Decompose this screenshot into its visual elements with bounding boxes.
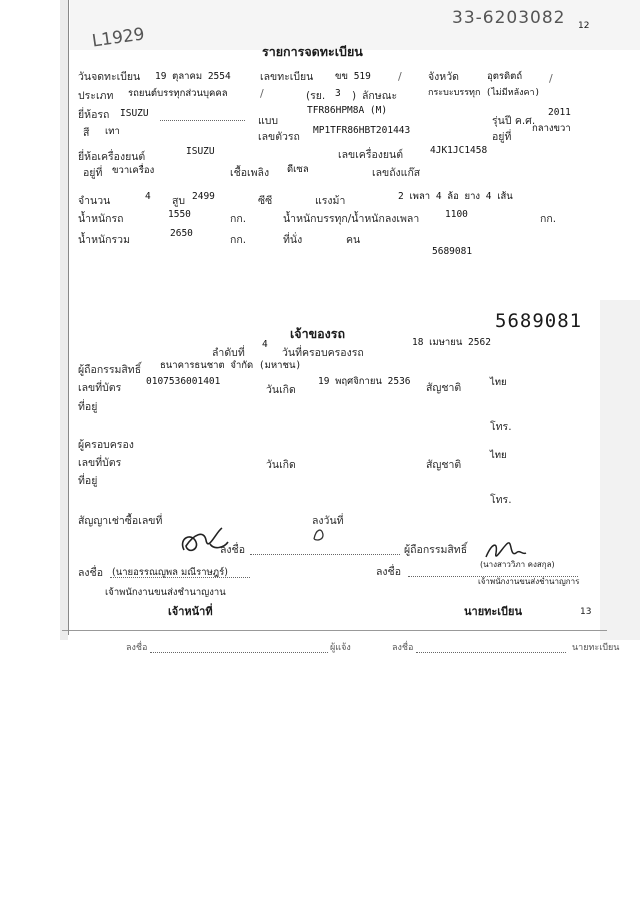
weight-label: น้ำหนักรถ (78, 213, 124, 225)
weight-value: 1550 (168, 209, 191, 220)
seats-label: ที่นั่ง (283, 234, 303, 246)
color-value: เทา (105, 126, 120, 137)
nationality2-value: ไทย (490, 450, 507, 461)
birth-label: วันเกิด (266, 384, 296, 396)
total-label: น้ำหนักรวม (78, 234, 130, 246)
footer-dots-2 (416, 652, 566, 653)
kg-label-1: กก. (230, 213, 247, 225)
phone-label: โทร. (490, 421, 512, 433)
sign-label-left: ลงชื่อ (78, 567, 103, 579)
hp-label: แรงม้า (315, 195, 346, 207)
nature-label: ลักษณะ (362, 90, 398, 102)
engine-brand-value: ISUZU (186, 146, 215, 157)
owner-section-title: เจ้าของรถ (290, 326, 346, 341)
type-label: ประเภท (78, 90, 114, 102)
persons-label: คน (346, 234, 361, 246)
model-value: TFR86HPM8A (M) (307, 105, 388, 116)
nationality2-label: สัญชาติ (426, 459, 462, 471)
code-prefix: (รย. (306, 90, 326, 102)
plate-value: ขข 519 (335, 71, 371, 82)
page-bottom-edge (62, 630, 607, 631)
cyl-label: สูบ (172, 195, 186, 207)
color-label: สี (83, 127, 90, 139)
official-name: (นายอรรณญูพล มณีราษฎร์) (112, 567, 228, 578)
big-doc-number: 5689081 (495, 310, 583, 332)
fuel-label: เชื้อเพลิง (230, 167, 270, 179)
document-title: รายการจดทะเบียน (262, 44, 363, 59)
footer-sign-label-1: ลงชื่อ (126, 643, 148, 653)
phone2-label: โทร. (490, 494, 512, 506)
engine-no-value: 4JK1JC1458 (430, 145, 488, 156)
registrar-position: เจ้าพนักงานขนส่งชำนาญการ (478, 577, 580, 586)
registrar-title: นายทะเบียน (464, 605, 523, 618)
footer-sign-label-2: ลงชื่อ (392, 643, 414, 653)
address2-label: ที่อยู่ (78, 475, 98, 487)
engine-loc-label: อยู่ที่ (83, 167, 103, 179)
sign-label-top-left: ลงชื่อ (220, 544, 245, 556)
sign-label-right: ลงชื่อ (376, 566, 401, 578)
chassis-value: MP1TFR86HBT201443 (313, 125, 411, 136)
nature-value: กระบะบรรทุก (ไม่มีหลังคา) (428, 88, 540, 98)
chassis-label: เลขตัวรถ (258, 131, 300, 143)
page-number-top: 12 (578, 21, 590, 31)
id2-label: เลขที่บัตร (78, 457, 122, 469)
year-value: 2011 (548, 107, 571, 118)
plate-label: เลขทะเบียน (260, 71, 314, 83)
scan-shadow-left (60, 0, 68, 640)
footer-registrar-label: นายทะเบียน (572, 643, 620, 653)
address-label: ที่อยู่ (78, 401, 98, 413)
nationality-label: สัญชาติ (426, 382, 462, 394)
possession-date: 18 เมษายน 2562 (412, 337, 491, 348)
code-suffix: ) (352, 90, 357, 102)
load-label: น้ำหนักบรรทุก/น้ำหนักลงเพลา (283, 213, 420, 225)
left-edge-line (68, 0, 69, 635)
year-label: รุ่นปี ค.ศ. (492, 115, 536, 127)
pen-mark-icon (308, 525, 330, 543)
axles-value: 2 เพลา 4 ล้อ ยาง 4 เส้น (398, 191, 513, 202)
id-label: เลขที่บัตร (78, 382, 122, 394)
brand-value: ISUZU (120, 108, 149, 119)
reg-date-label: วันจดทะเบียน (78, 71, 141, 83)
sign-dots-top-left (250, 554, 400, 555)
order-label: ลำดับที่ (212, 347, 245, 359)
id-value: 0107536001401 (146, 376, 221, 387)
code-value: 3 (335, 88, 341, 99)
province-label: จังหวัด (428, 71, 459, 83)
engine-no-label: เลขเครื่องยนต์ (338, 149, 404, 161)
holder-label: ผู้ถือกรรมสิทธิ์ (78, 364, 142, 376)
cc-label: ซีซี (258, 195, 273, 207)
cc-value: 2499 (192, 191, 215, 202)
scan-shadow-right (600, 300, 640, 640)
tick-mark-2: / (549, 72, 553, 85)
registrar-name: (นางสาววิภา คงสกุล) (480, 560, 555, 569)
fuel-value: ดีเซล (287, 164, 309, 175)
nationality-value: ไทย (490, 377, 507, 388)
official-position: เจ้าพนักงานขนส่งชำนาญงาน (105, 587, 226, 598)
tick-mark-3: / (260, 87, 264, 100)
handwritten-top-right: 33-6203082 (452, 8, 566, 28)
gas-tank-label: เลขถังแก๊ส (372, 167, 421, 179)
engine-brand-label: ยี่ห้อเครื่องยนต์ (78, 151, 146, 163)
contract-label: สัญญาเช่าซื้อเลขที่ (78, 515, 163, 527)
location-value: กลางขวา (532, 123, 571, 134)
brand-dots (160, 120, 245, 121)
reg-date-value: 19 ตุลาคม 2554 (155, 71, 231, 82)
birth2-label: วันเกิด (266, 459, 296, 471)
qty-label: จำนวน (78, 195, 111, 207)
page-number-bottom: 13 (580, 607, 592, 617)
holder-sign-label: ผู้ถือกรรมสิทธิ์ (404, 544, 468, 556)
location-label: อยู่ที่ (492, 131, 512, 143)
contract-date-label: ลงวันที่ (312, 515, 344, 527)
province-value: อุตรดิตถ์ (487, 71, 523, 82)
official-title: เจ้าหน้าที่ (168, 605, 213, 618)
possessor-label: ผู้ครอบครอง (78, 439, 134, 451)
footer-informant-label: ผู้แจ้ง (330, 643, 351, 653)
kg-label-3: กก. (230, 234, 247, 246)
brand-label: ยี่ห้อรถ (78, 109, 110, 121)
holder-value: ธนาคารธนชาต จำกัด (มหาชน) (160, 360, 302, 371)
type-value: รถยนต์บรรทุกส่วนบุคคล (128, 88, 228, 99)
cylinders-value: 4 (145, 191, 151, 202)
model-label: แบบ (258, 115, 279, 127)
engine-loc-value: ขวาเครื่อง (112, 165, 155, 176)
birth-value: 19 พฤศจิกายน 2536 (318, 376, 411, 387)
load-value: 1100 (445, 209, 468, 220)
order-value: 4 (262, 339, 268, 350)
tick-mark-1: / (398, 70, 402, 83)
total-value: 2650 (170, 228, 193, 239)
kg-label-2: กก. (540, 213, 557, 225)
footer-dots-1 (150, 652, 328, 653)
possession-label: วันที่ครอบครองรถ (282, 347, 364, 359)
handwritten-top-left: L1929 (90, 24, 146, 52)
doc-number: 5689081 (432, 246, 473, 257)
